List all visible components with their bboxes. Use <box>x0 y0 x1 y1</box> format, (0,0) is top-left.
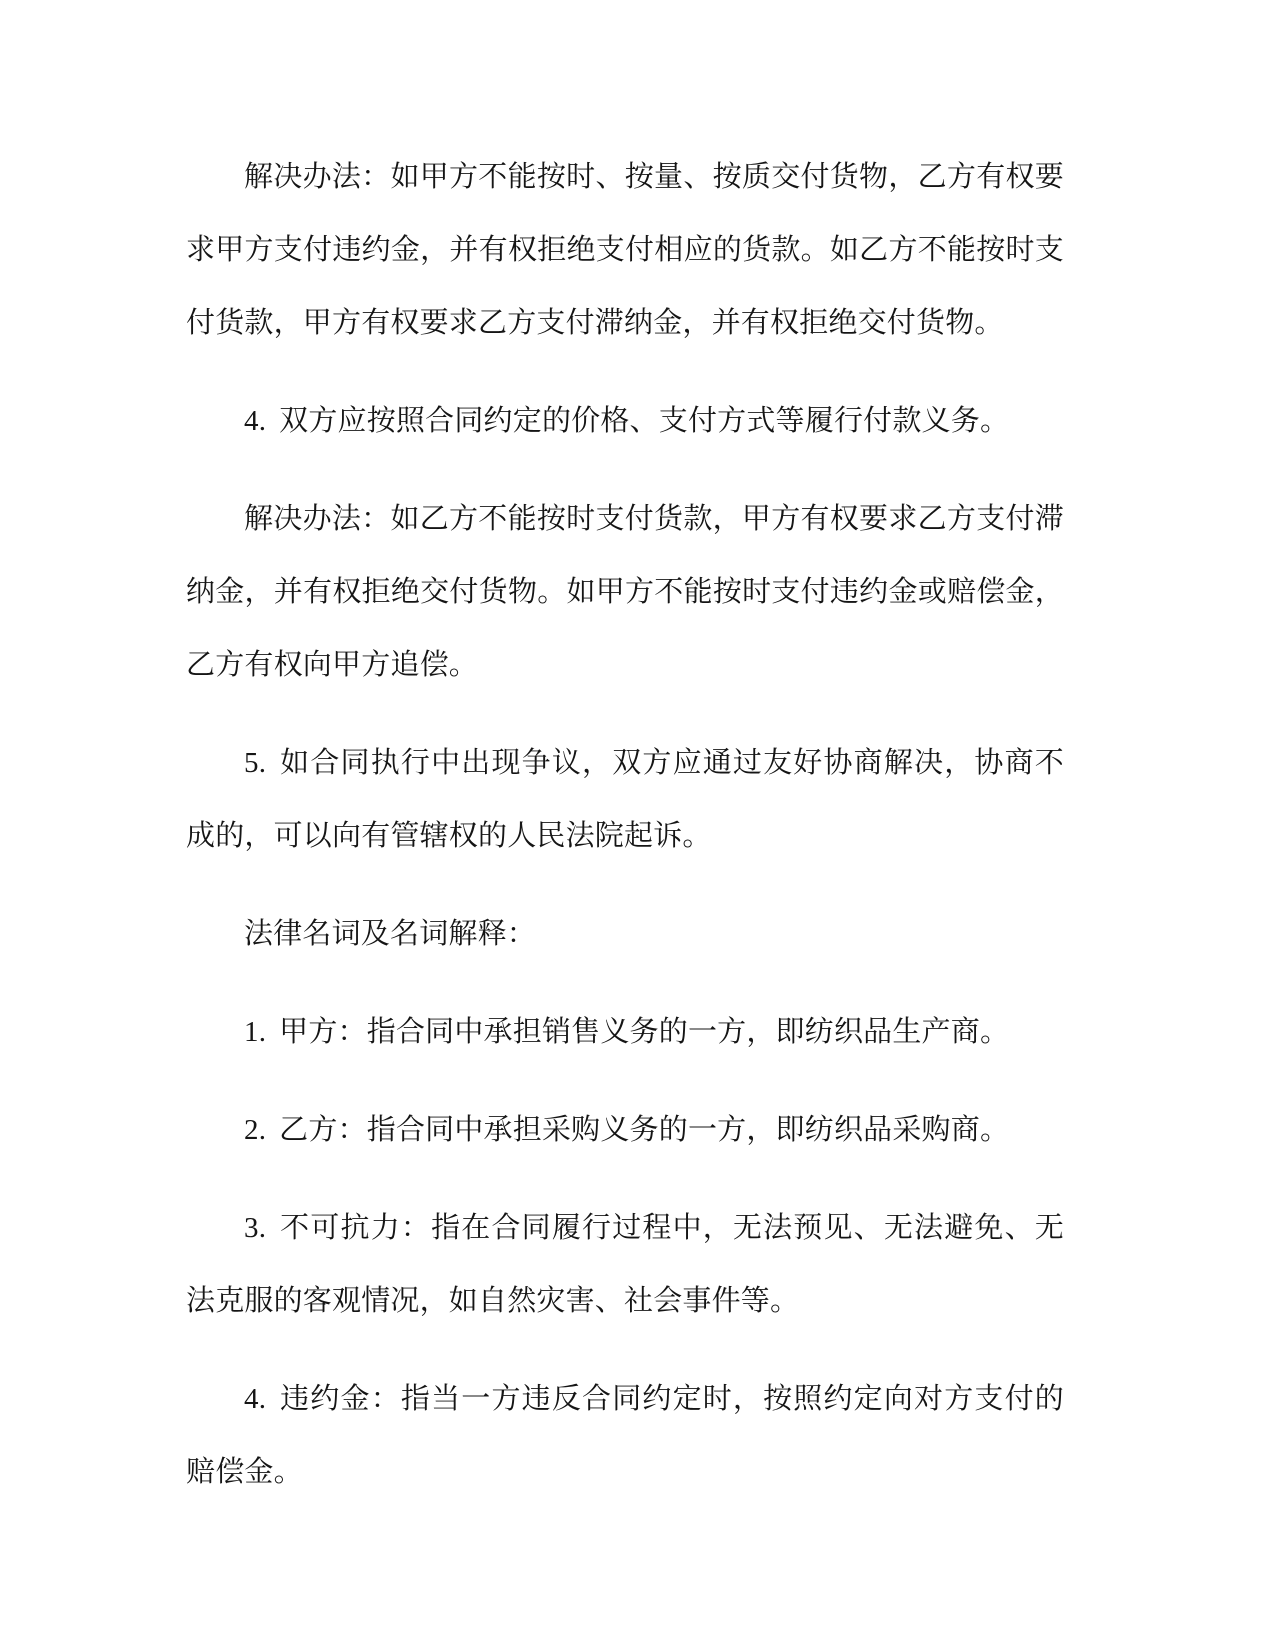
paragraph-number: 1. <box>244 1016 267 1048</box>
paragraph <box>186 727 1064 873</box>
paragraph-number: 4. <box>244 1383 267 1415</box>
paragraph-text: 如合同执行中出现争议，双方应通过友好协商解决，协商不成的，可以向有管辖权的人民法院起诉。 <box>186 747 1064 852</box>
paragraph-text: 甲方：指合同中承担销售义务的一方，即纺织品生产商。 <box>279 1016 1010 1048</box>
paragraph-text: 法律名词及名词解释： <box>244 918 537 950</box>
paragraph-number: 2. <box>244 1114 267 1146</box>
paragraph-text: 双方应按照合同约定的价格、支付方式等履行付款义务。 <box>279 405 1010 437</box>
paragraph <box>186 1192 1064 1338</box>
paragraph <box>186 1363 1064 1509</box>
paragraph-text: 乙方：指合同中承担采购义务的一方，即纺织品采购商。 <box>279 1114 1010 1146</box>
paragraph <box>186 898 1064 971</box>
paragraph <box>186 385 1064 458</box>
paragraph-number: 4. <box>244 405 267 437</box>
paragraph-text: 违约金：指当一方违反合同约定时，按照约定向对方支付的赔偿金。 <box>186 1383 1064 1488</box>
paragraph <box>186 483 1064 702</box>
paragraph-number: 3. <box>244 1212 267 1244</box>
paragraph <box>186 996 1064 1069</box>
paragraph-text: 不可抗力：指在合同履行过程中，无法预见、无法避免、无法克服的客观情况，如自然灾害、社会事件等。 <box>186 1212 1064 1317</box>
paragraph <box>186 1094 1064 1167</box>
paragraph <box>186 141 1064 360</box>
paragraph-text: 解决办法：如甲方不能按时、按量、按质交付货物，乙方有权要求甲方支付违约金，并有权拒绝支付相应的货款。如乙方不能按时支付货款，甲方有权要求乙方支付滞纳金，并有权拒绝交付货物。 <box>186 161 1064 339</box>
paragraph-text: 解决办法：如乙方不能按时支付货款，甲方有权要求乙方支付滞纳金，并有权拒绝交付货物。如甲方不能按时支付违约金或赔偿金，乙方有权向甲方追偿。 <box>186 503 1064 681</box>
paragraph-number: 5. <box>244 747 267 779</box>
document-body <box>186 141 1064 1534</box>
